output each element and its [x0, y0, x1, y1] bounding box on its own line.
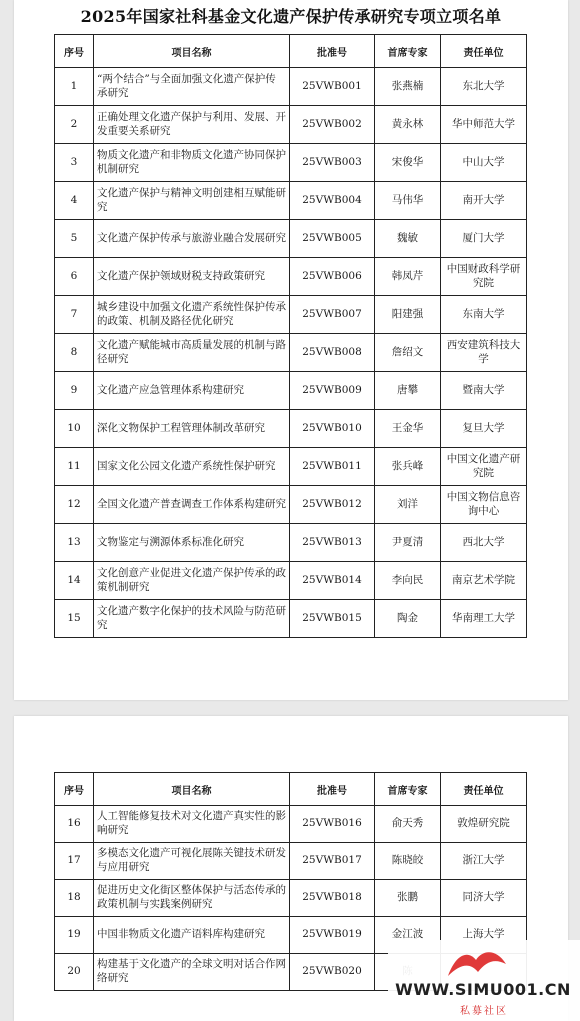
row-number: 6: [55, 258, 94, 296]
row-number: 17: [55, 843, 94, 880]
chief-expert: 张鹏: [375, 880, 441, 917]
responsible-unit: 华南理工大学: [441, 600, 527, 638]
project-name: 深化文物保护工程管理体制改革研究: [94, 410, 290, 448]
site-watermark: [388, 940, 580, 1021]
project-table-page-1: [54, 34, 527, 638]
project-name: 文化遗产数字化保护的技术风险与防范研究: [94, 600, 290, 638]
chief-expert: 俞天秀: [375, 806, 441, 843]
responsible-unit: 东北大学: [441, 68, 527, 106]
chief-expert: 阳建强: [375, 296, 441, 334]
header-code: 批准号: [290, 35, 375, 68]
responsible-unit: 中山大学: [441, 144, 527, 182]
responsible-unit: 中国文化遗产研究院: [441, 448, 527, 486]
row-number: 15: [55, 600, 94, 638]
row-number: 1: [55, 68, 94, 106]
table-row: [55, 562, 527, 600]
header-no: 序号: [55, 773, 94, 806]
approval-code: 25VWB003: [290, 144, 375, 182]
table-row: [55, 843, 527, 880]
header-expert: 首席专家: [375, 35, 441, 68]
chief-expert: 陶金: [375, 600, 441, 638]
project-name: 文化遗产赋能城市高质量发展的机制与路径研究: [94, 334, 290, 372]
project-name: 国家文化公园文化遗产系统性保护研究: [94, 448, 290, 486]
table-row: [55, 448, 527, 486]
responsible-unit: 东南大学: [441, 296, 527, 334]
table-row: [55, 600, 527, 638]
approval-code: 25VWB012: [290, 486, 375, 524]
table-row: [55, 106, 527, 144]
project-name: 文化遗产保护领域财税支持政策研究: [94, 258, 290, 296]
table-row: [55, 296, 527, 334]
responsible-unit: 复旦大学: [441, 410, 527, 448]
row-number: 10: [55, 410, 94, 448]
row-number: 5: [55, 220, 94, 258]
row-number: 3: [55, 144, 94, 182]
table-row: [55, 880, 527, 917]
table-row: [55, 258, 527, 296]
row-number: 20: [55, 954, 94, 991]
table-header-row: [55, 35, 527, 68]
project-name: 文物鉴定与溯源体系标准化研究: [94, 524, 290, 562]
chief-expert: 魏敏: [375, 220, 441, 258]
watermark-caption: 私募社区: [460, 1006, 508, 1017]
project-name: 中国非物质文化遗产语料库构建研究: [94, 917, 290, 954]
chief-expert: 唐攀: [375, 372, 441, 410]
table-row: [55, 182, 527, 220]
table-row: [55, 410, 527, 448]
row-number: 18: [55, 880, 94, 917]
chief-expert: 金江波: [375, 917, 441, 954]
table-header-row: [55, 773, 527, 806]
responsible-unit: 西北大学: [441, 524, 527, 562]
row-number: 16: [55, 806, 94, 843]
chief-expert: 马伟华: [375, 182, 441, 220]
header-name: 项目名称: [94, 773, 290, 806]
responsible-unit: 厦门大学: [441, 220, 527, 258]
chief-expert: 尹夏清: [375, 524, 441, 562]
responsible-unit: 西安建筑科技大学: [441, 334, 527, 372]
project-name: 构建基于文化遗产的全球文明对话合作网络研究: [94, 954, 290, 991]
chief-expert: 王金华: [375, 410, 441, 448]
responsible-unit: 中国文物信息咨询中心: [441, 486, 527, 524]
document-page-1: [14, 0, 568, 700]
chief-expert: 陈晓皎: [375, 843, 441, 880]
responsible-unit: 南开大学: [441, 182, 527, 220]
responsible-unit: 敦煌研究院: [441, 806, 527, 843]
responsible-unit: 暨南大学: [441, 372, 527, 410]
approval-code: 25VWB019: [290, 917, 375, 954]
approval-code: 25VWB017: [290, 843, 375, 880]
approval-code: 25VWB006: [290, 258, 375, 296]
approval-code: 25VWB013: [290, 524, 375, 562]
chief-expert: 刘洋: [375, 486, 441, 524]
approval-code: 25VWB008: [290, 334, 375, 372]
project-name: “两个结合”与全面加强文化遗产保护传承研究: [94, 68, 290, 106]
approval-code: 25VWB011: [290, 448, 375, 486]
approval-code: 25VWB015: [290, 600, 375, 638]
project-name: 全国文化遗产普查调查工作体系构建研究: [94, 486, 290, 524]
approval-code: 25VWB016: [290, 806, 375, 843]
responsible-unit: 浙江大学: [441, 843, 527, 880]
table-row: [55, 68, 527, 106]
approval-code: 25VWB009: [290, 372, 375, 410]
document-title: 2025年国家社科基金文化遗产保护传承研究专项立项名单: [80, 7, 502, 26]
approval-code: 25VWB018: [290, 880, 375, 917]
row-number: 9: [55, 372, 94, 410]
chief-expert: 韩凤芹: [375, 258, 441, 296]
row-number: 11: [55, 448, 94, 486]
row-number: 14: [55, 562, 94, 600]
row-number: 19: [55, 917, 94, 954]
project-name: 人工智能修复技术对文化遗产真实性的影响研究: [94, 806, 290, 843]
chief-expert: 张燕楠: [375, 68, 441, 106]
watermark-url: WWW.SIMU001.CN: [395, 980, 571, 999]
approval-code: 25VWB001: [290, 68, 375, 106]
table-row: [55, 806, 527, 843]
chief-expert: 詹绍文: [375, 334, 441, 372]
project-name: 文化遗产保护传承与旅游业融合发展研究: [94, 220, 290, 258]
approval-code: 25VWB005: [290, 220, 375, 258]
table-row: [55, 524, 527, 562]
project-name: 城乡建设中加强文化遗产系统性保护传承的政策、机制及路径优化研究: [94, 296, 290, 334]
table-row: [55, 334, 527, 372]
project-name: 文化创意产业促进文化遗产保护传承的政策机制研究: [94, 562, 290, 600]
header-no: 序号: [55, 35, 94, 68]
project-name: 物质文化遗产和非物质文化遗产协同保护机制研究: [94, 144, 290, 182]
responsible-unit: 华中师范大学: [441, 106, 527, 144]
project-name: 正确处理文化遗产保护与利用、发展、开发重要关系研究: [94, 106, 290, 144]
responsible-unit: 南京艺术学院: [441, 562, 527, 600]
header-unit: 责任单位: [441, 773, 527, 806]
table-row: [55, 486, 527, 524]
project-name: 促进历史文化街区整体保护与活态传承的政策机制与实践案例研究: [94, 880, 290, 917]
chief-expert: 黄永林: [375, 106, 441, 144]
approval-code: 25VWB014: [290, 562, 375, 600]
responsible-unit: 上海大学: [441, 917, 527, 954]
row-number: 13: [55, 524, 94, 562]
project-name: 文化遗产保护与精神文明创建相互赋能研究: [94, 182, 290, 220]
table-row: [55, 372, 527, 410]
approval-code: 25VWB004: [290, 182, 375, 220]
table-row: [55, 220, 527, 258]
approval-code: 25VWB010: [290, 410, 375, 448]
row-number: 4: [55, 182, 94, 220]
responsible-unit: 中国财政科学研究院: [441, 258, 527, 296]
approval-code: 25VWB002: [290, 106, 375, 144]
table-body-page-1: [55, 68, 527, 638]
table-row: [55, 144, 527, 182]
chief-expert: 张兵峰: [375, 448, 441, 486]
responsible-unit: 同济大学: [441, 880, 527, 917]
approval-code: 25VWB007: [290, 296, 375, 334]
header-expert: 首席专家: [375, 773, 441, 806]
row-number: 7: [55, 296, 94, 334]
project-name: 文化遗产应急管理体系构建研究: [94, 372, 290, 410]
chief-expert: 宋俊华: [375, 144, 441, 182]
project-name: 多模态文化遗产可视化展陈关键技术研发与应用研究: [94, 843, 290, 880]
row-number: 2: [55, 106, 94, 144]
watermark-logo-icon: [442, 942, 512, 982]
row-number: 8: [55, 334, 94, 372]
chief-expert: 李向民: [375, 562, 441, 600]
approval-code: 25VWB020: [290, 954, 375, 991]
header-unit: 责任单位: [441, 35, 527, 68]
header-code: 批准号: [290, 773, 375, 806]
row-number: 12: [55, 486, 94, 524]
header-name: 项目名称: [94, 35, 290, 68]
